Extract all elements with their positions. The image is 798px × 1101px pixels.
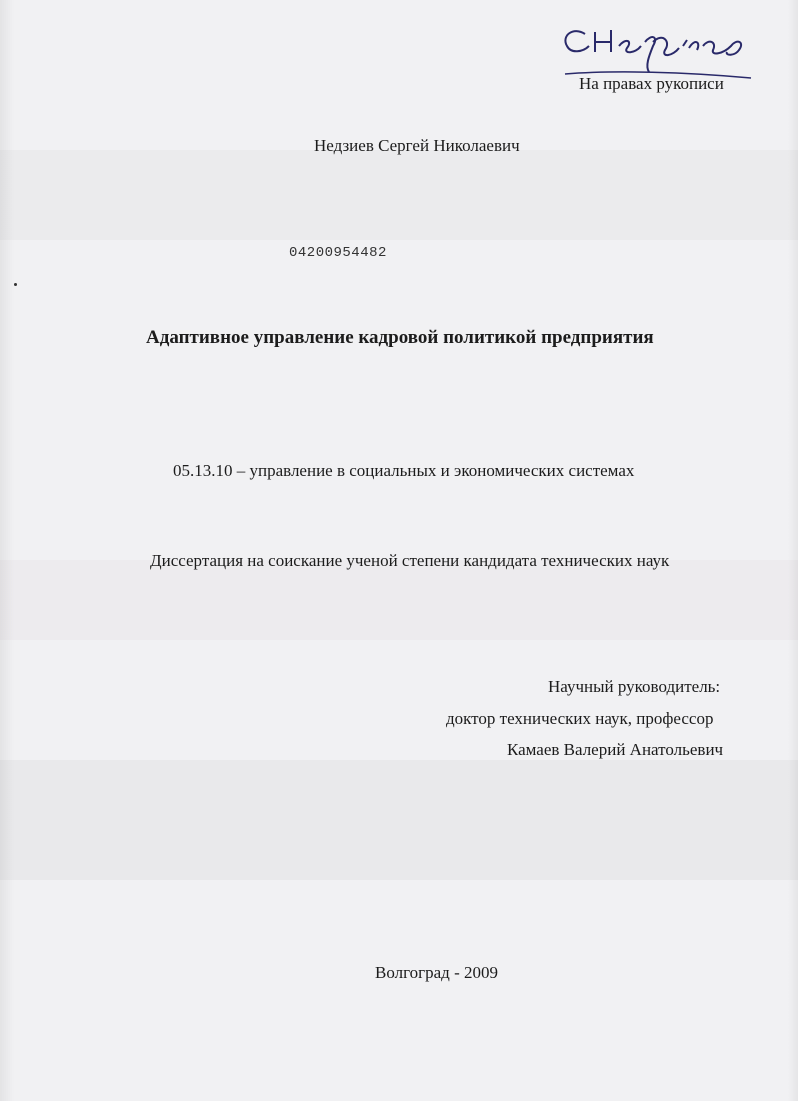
scan-shading: [0, 760, 798, 880]
supervisor-label: Научный руководитель:: [548, 677, 721, 696]
author-name: Недзиев Сергей Николаевич: [314, 136, 520, 155]
registration-number: 04200954482: [289, 245, 387, 261]
scan-shading: [0, 560, 798, 640]
scan-shading: [0, 150, 798, 240]
scan-edge: [0, 0, 14, 1101]
manuscript-rights-note: На правах рукописи: [579, 74, 724, 93]
supervisor-credentials: доктор технических наук, профессор: [446, 709, 714, 728]
degree-statement: Диссертация на соискание ученой степени кандидата технических наук: [150, 551, 670, 570]
specialty-code: 05.13.10 – управление в социальных и экономических системах: [173, 461, 635, 480]
supervisor-name: Камаев Валерий Анатольевич: [507, 740, 724, 759]
scan-edge: [788, 0, 798, 1101]
city-year: Волгоград - 2009: [375, 963, 498, 982]
scan-speck: [14, 283, 17, 286]
dissertation-title: Адаптивное управление кадровой политикой предприятия: [146, 327, 654, 348]
